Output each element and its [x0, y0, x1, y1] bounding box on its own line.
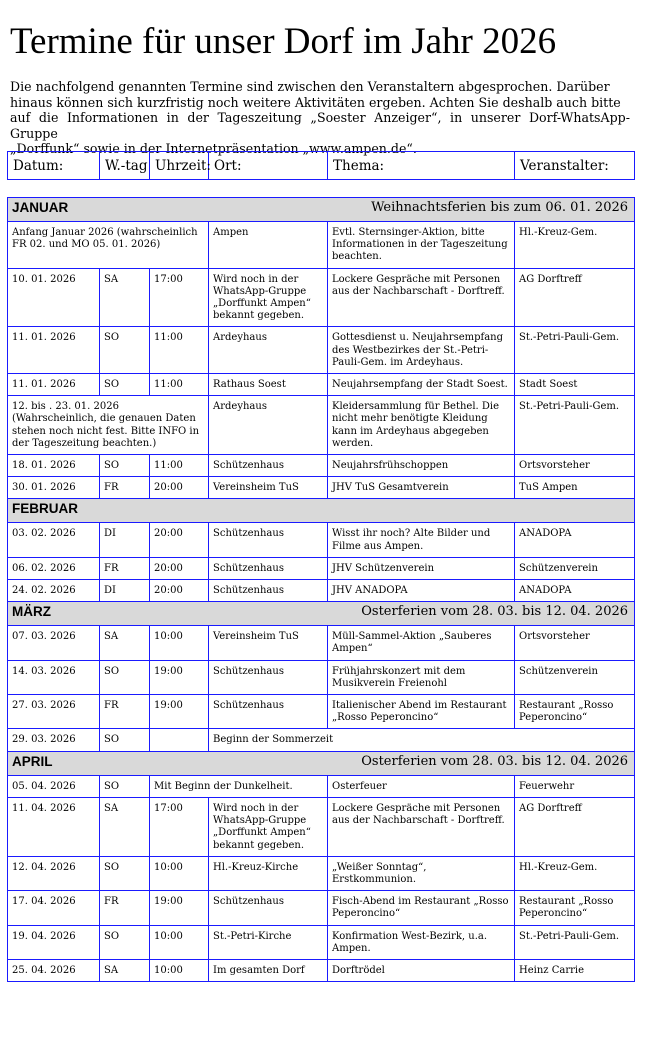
event-place: Ardeyhaus — [209, 396, 328, 455]
event-date: 03. 02. 2026 — [8, 523, 100, 557]
month-name: MÄRZ — [12, 604, 51, 620]
event-topic: Wisst ihr noch? Alte Bilder und Filme aus Ampen. — [328, 523, 515, 557]
event-date: 11. 01. 2026 — [8, 327, 100, 374]
event-topic: „Weißer Sonntag“, Erstkommunion. — [328, 856, 515, 890]
event-organizer: Hl.-Kreuz-Gem. — [515, 856, 635, 890]
event-topic: Evtl. Sternsinger-Aktion, bitte Informationen in der Tageszeitung beachten. — [328, 222, 515, 269]
event-time: 11:00 — [150, 374, 209, 396]
event-topic: Dorftrödel — [328, 959, 515, 981]
event-weekday: SO — [100, 925, 150, 959]
event-topic: Neujahrsfrühschoppen — [328, 455, 515, 477]
event-row — [8, 222, 635, 269]
event-topic: Fisch-Abend im Restaurant „Rosso Peperoncino“ — [328, 891, 515, 925]
event-place: Schützenhaus — [209, 891, 328, 925]
event-place: Schützenhaus — [209, 557, 328, 579]
event-time: 17:00 — [150, 797, 209, 856]
event-date: 12. 04. 2026 — [8, 856, 100, 890]
event-place: Hl.-Kreuz-Kirche — [209, 856, 328, 890]
event-topic: Lockere Gespräche mit Personen aus der Nachbarschaft - Dorftreff. — [328, 797, 515, 856]
intro-line: „Dorffunk“ sowie in der Internetpräsentation „www.ampen.de“. — [10, 141, 417, 157]
month-header — [8, 198, 635, 222]
event-time: 19:00 — [150, 891, 209, 925]
event-row — [8, 959, 635, 981]
event-date: 11. 01. 2026 — [8, 374, 100, 396]
event-place: Schützenhaus — [209, 580, 328, 602]
event-row — [8, 327, 635, 374]
event-place: Vereinsheim TuS — [209, 626, 328, 660]
event-date: 17. 04. 2026 — [8, 891, 100, 925]
event-date: 12. bis . 23. 01. 2026 (Wahrscheinlich, die genauen Daten stehen noch nicht fest. Bitte INFO in der Tageszeitung beachten.) — [8, 396, 209, 455]
event-place: St.-Petri-Kirche — [209, 925, 328, 959]
event-row — [8, 775, 635, 797]
event-topic: Lockere Gespräche mit Personen aus der Nachbarschaft - Dorftreff. — [328, 268, 515, 327]
event-row — [8, 396, 635, 455]
intro-line: hinaus können sich kurzfristig noch weitere Aktivitäten ergeben. Achten Sie deshalb auch bitte — [10, 94, 621, 110]
event-weekday: FR — [100, 557, 150, 579]
intro-text — [10, 79, 630, 157]
month-name: JANUAR — [12, 200, 69, 215]
event-weekday: SA — [100, 959, 150, 981]
event-organizer: AG Dorftreff — [515, 268, 635, 327]
event-row — [8, 891, 635, 925]
holiday-note: Osterferien vom 28. 03. bis 12. 04. 2026 — [361, 753, 629, 769]
event-weekday: SO — [100, 856, 150, 890]
month-name: APRIL — [12, 753, 53, 769]
event-time: 10:00 — [150, 626, 209, 660]
event-organizer: St.-Petri-Pauli-Gem. — [515, 925, 635, 959]
event-organizer: Ortsvorsteher — [515, 626, 635, 660]
event-organizer: Schützenverein — [515, 557, 635, 579]
event-place: Rathaus Soest — [209, 374, 328, 396]
column-header-weekday: W.-tag — [100, 152, 150, 180]
event-time: 19:00 — [150, 660, 209, 694]
event-weekday: SO — [100, 455, 150, 477]
event-topic: JHV TuS Gesamtverein — [328, 477, 515, 499]
event-place: Beginn der Sommerzeit — [209, 729, 635, 751]
event-weekday: SO — [100, 775, 150, 797]
event-place: Schützenhaus — [209, 455, 328, 477]
event-time — [150, 729, 209, 751]
event-date: 30. 01. 2026 — [8, 477, 100, 499]
event-organizer: St.-Petri-Pauli-Gem. — [515, 327, 635, 374]
event-row — [8, 925, 635, 959]
event-place: Schützenhaus — [209, 695, 328, 729]
month-header-row — [8, 198, 635, 222]
event-time: 20:00 — [150, 557, 209, 579]
event-date: 06. 02. 2026 — [8, 557, 100, 579]
event-date: 25. 04. 2026 — [8, 959, 100, 981]
event-date: 10. 01. 2026 — [8, 268, 100, 327]
event-date: 07. 03. 2026 — [8, 626, 100, 660]
event-topic: Müll-Sammel-Aktion „Sauberes Ampen“ — [328, 626, 515, 660]
month-header — [8, 499, 635, 523]
schedule-table — [7, 197, 635, 982]
event-weekday: SA — [100, 268, 150, 327]
event-organizer: AG Dorftreff — [515, 797, 635, 856]
event-organizer: Hl.-Kreuz-Gem. — [515, 222, 635, 269]
event-row — [8, 695, 635, 729]
column-header-table — [7, 151, 635, 180]
event-row — [8, 455, 635, 477]
event-row — [8, 523, 635, 557]
event-time: 20:00 — [150, 477, 209, 499]
event-place: Wird noch in der WhatsApp-Gruppe „Dorffunkt Ampen“ bekannt gegeben. — [209, 797, 328, 856]
event-weekday: DI — [100, 523, 150, 557]
event-date: 05. 04. 2026 — [8, 775, 100, 797]
event-topic: Osterfeuer — [328, 775, 515, 797]
event-topic: Frühjahrskonzert mit dem Musikverein Freienohl — [328, 660, 515, 694]
event-row — [8, 374, 635, 396]
event-row — [8, 580, 635, 602]
event-organizer: Feuerwehr — [515, 775, 635, 797]
column-header-organizer: Veranstalter: — [515, 152, 635, 180]
event-organizer: Ortsvorsteher — [515, 455, 635, 477]
event-date: 18. 01. 2026 — [8, 455, 100, 477]
event-organizer: Schützenverein — [515, 660, 635, 694]
event-date: Anfang Januar 2026 (wahrscheinlich FR 02. und MO 05. 01. 2026) — [8, 222, 209, 269]
event-topic: Gottesdienst u. Neujahrsempfang des Westbezirkes der St.-Petri-Pauli-Gem. im Ardeyhaus. — [328, 327, 515, 374]
event-weekday: FR — [100, 891, 150, 925]
event-row — [8, 856, 635, 890]
event-time: 10:00 — [150, 959, 209, 981]
event-date: 19. 04. 2026 — [8, 925, 100, 959]
month-header — [8, 602, 635, 626]
event-place: Wird noch in der WhatsApp-Gruppe „Dorffunkt Ampen“ bekannt gegeben. — [209, 268, 328, 327]
event-organizer: Stadt Soest — [515, 374, 635, 396]
column-header-time: Uhrzeit: — [150, 152, 209, 180]
month-header-row — [8, 602, 635, 626]
event-date: 29. 03. 2026 — [8, 729, 100, 751]
event-topic: JHV ANADOPA — [328, 580, 515, 602]
event-row — [8, 660, 635, 694]
event-date: 27. 03. 2026 — [8, 695, 100, 729]
event-row — [8, 557, 635, 579]
month-header-row — [8, 499, 635, 523]
column-header-place: Ort: — [209, 152, 328, 180]
event-row — [8, 797, 635, 856]
event-row — [8, 477, 635, 499]
event-date: 14. 03. 2026 — [8, 660, 100, 694]
column-header-topic: Thema: — [328, 152, 515, 180]
intro-line: Die nachfolgend genannten Termine sind zwischen den Veranstaltern abgesprochen. Darüber — [10, 79, 610, 94]
month-header-row — [8, 751, 635, 775]
event-topic: Italienischer Abend im Restaurant „Rosso Peperoncino“ — [328, 695, 515, 729]
page-title: Termine für unser Dorf im Jahr 2026 — [10, 21, 557, 62]
event-place: Schützenhaus — [209, 523, 328, 557]
event-row — [8, 729, 635, 751]
month-name: FEBRUAR — [12, 501, 78, 517]
event-topic: Neujahrsempfang der Stadt Soest. — [328, 374, 515, 396]
event-weekday: SA — [100, 626, 150, 660]
event-time: 20:00 — [150, 523, 209, 557]
event-place: Schützenhaus — [209, 660, 328, 694]
event-date: 24. 02. 2026 — [8, 580, 100, 602]
event-topic: Konfirmation West-Bezirk, u.a. Ampen. — [328, 925, 515, 959]
event-time: 19:00 — [150, 695, 209, 729]
event-organizer: Restaurant „Rosso Peperoncino“ — [515, 891, 635, 925]
event-weekday: DI — [100, 580, 150, 602]
event-topic: JHV Schützenverein — [328, 557, 515, 579]
event-organizer: Heinz Carrie — [515, 959, 635, 981]
event-time: 11:00 — [150, 455, 209, 477]
event-place: Ampen — [209, 222, 328, 269]
event-topic: Kleidersammlung für Bethel. Die nicht mehr benötigte Kleidung kann im Ardeyhaus abgegeben werden. — [328, 396, 515, 455]
event-organizer: St.-Petri-Pauli-Gem. — [515, 396, 635, 455]
event-weekday: SO — [100, 374, 150, 396]
event-organizer: TuS Ampen — [515, 477, 635, 499]
event-row — [8, 626, 635, 660]
event-time: 20:00 — [150, 580, 209, 602]
event-weekday: FR — [100, 477, 150, 499]
event-time: 10:00 — [150, 856, 209, 890]
event-weekday: SO — [100, 327, 150, 374]
intro-line: auf die Informationen in der Tageszeitung „Soester Anzeiger“, in unserer Dorf-WhatsApp-Gruppe — [10, 110, 630, 141]
event-weekday: FR — [100, 695, 150, 729]
event-weekday: SO — [100, 729, 150, 751]
event-time: 17:00 — [150, 268, 209, 327]
holiday-note: Osterferien vom 28. 03. bis 12. 04. 2026 — [361, 604, 629, 620]
event-organizer: ANADOPA — [515, 580, 635, 602]
holiday-note: Weihnachtsferien bis zum 06. 01. 2026 — [371, 200, 629, 215]
event-organizer: Restaurant „Rosso Peperoncino“ — [515, 695, 635, 729]
month-header — [8, 751, 635, 775]
event-place: Ardeyhaus — [209, 327, 328, 374]
event-time: 10:00 — [150, 925, 209, 959]
event-weekday: SO — [100, 660, 150, 694]
event-weekday: SA — [100, 797, 150, 856]
event-place: Im gesamten Dorf — [209, 959, 328, 981]
event-date: 11. 04. 2026 — [8, 797, 100, 856]
event-organizer: ANADOPA — [515, 523, 635, 557]
column-header-date: Datum: — [8, 152, 100, 180]
column-header-row — [8, 152, 635, 180]
event-place: Vereinsheim TuS — [209, 477, 328, 499]
event-time: 11:00 — [150, 327, 209, 374]
event-place: Mit Beginn der Dunkelheit. — [150, 775, 328, 797]
event-row — [8, 268, 635, 327]
